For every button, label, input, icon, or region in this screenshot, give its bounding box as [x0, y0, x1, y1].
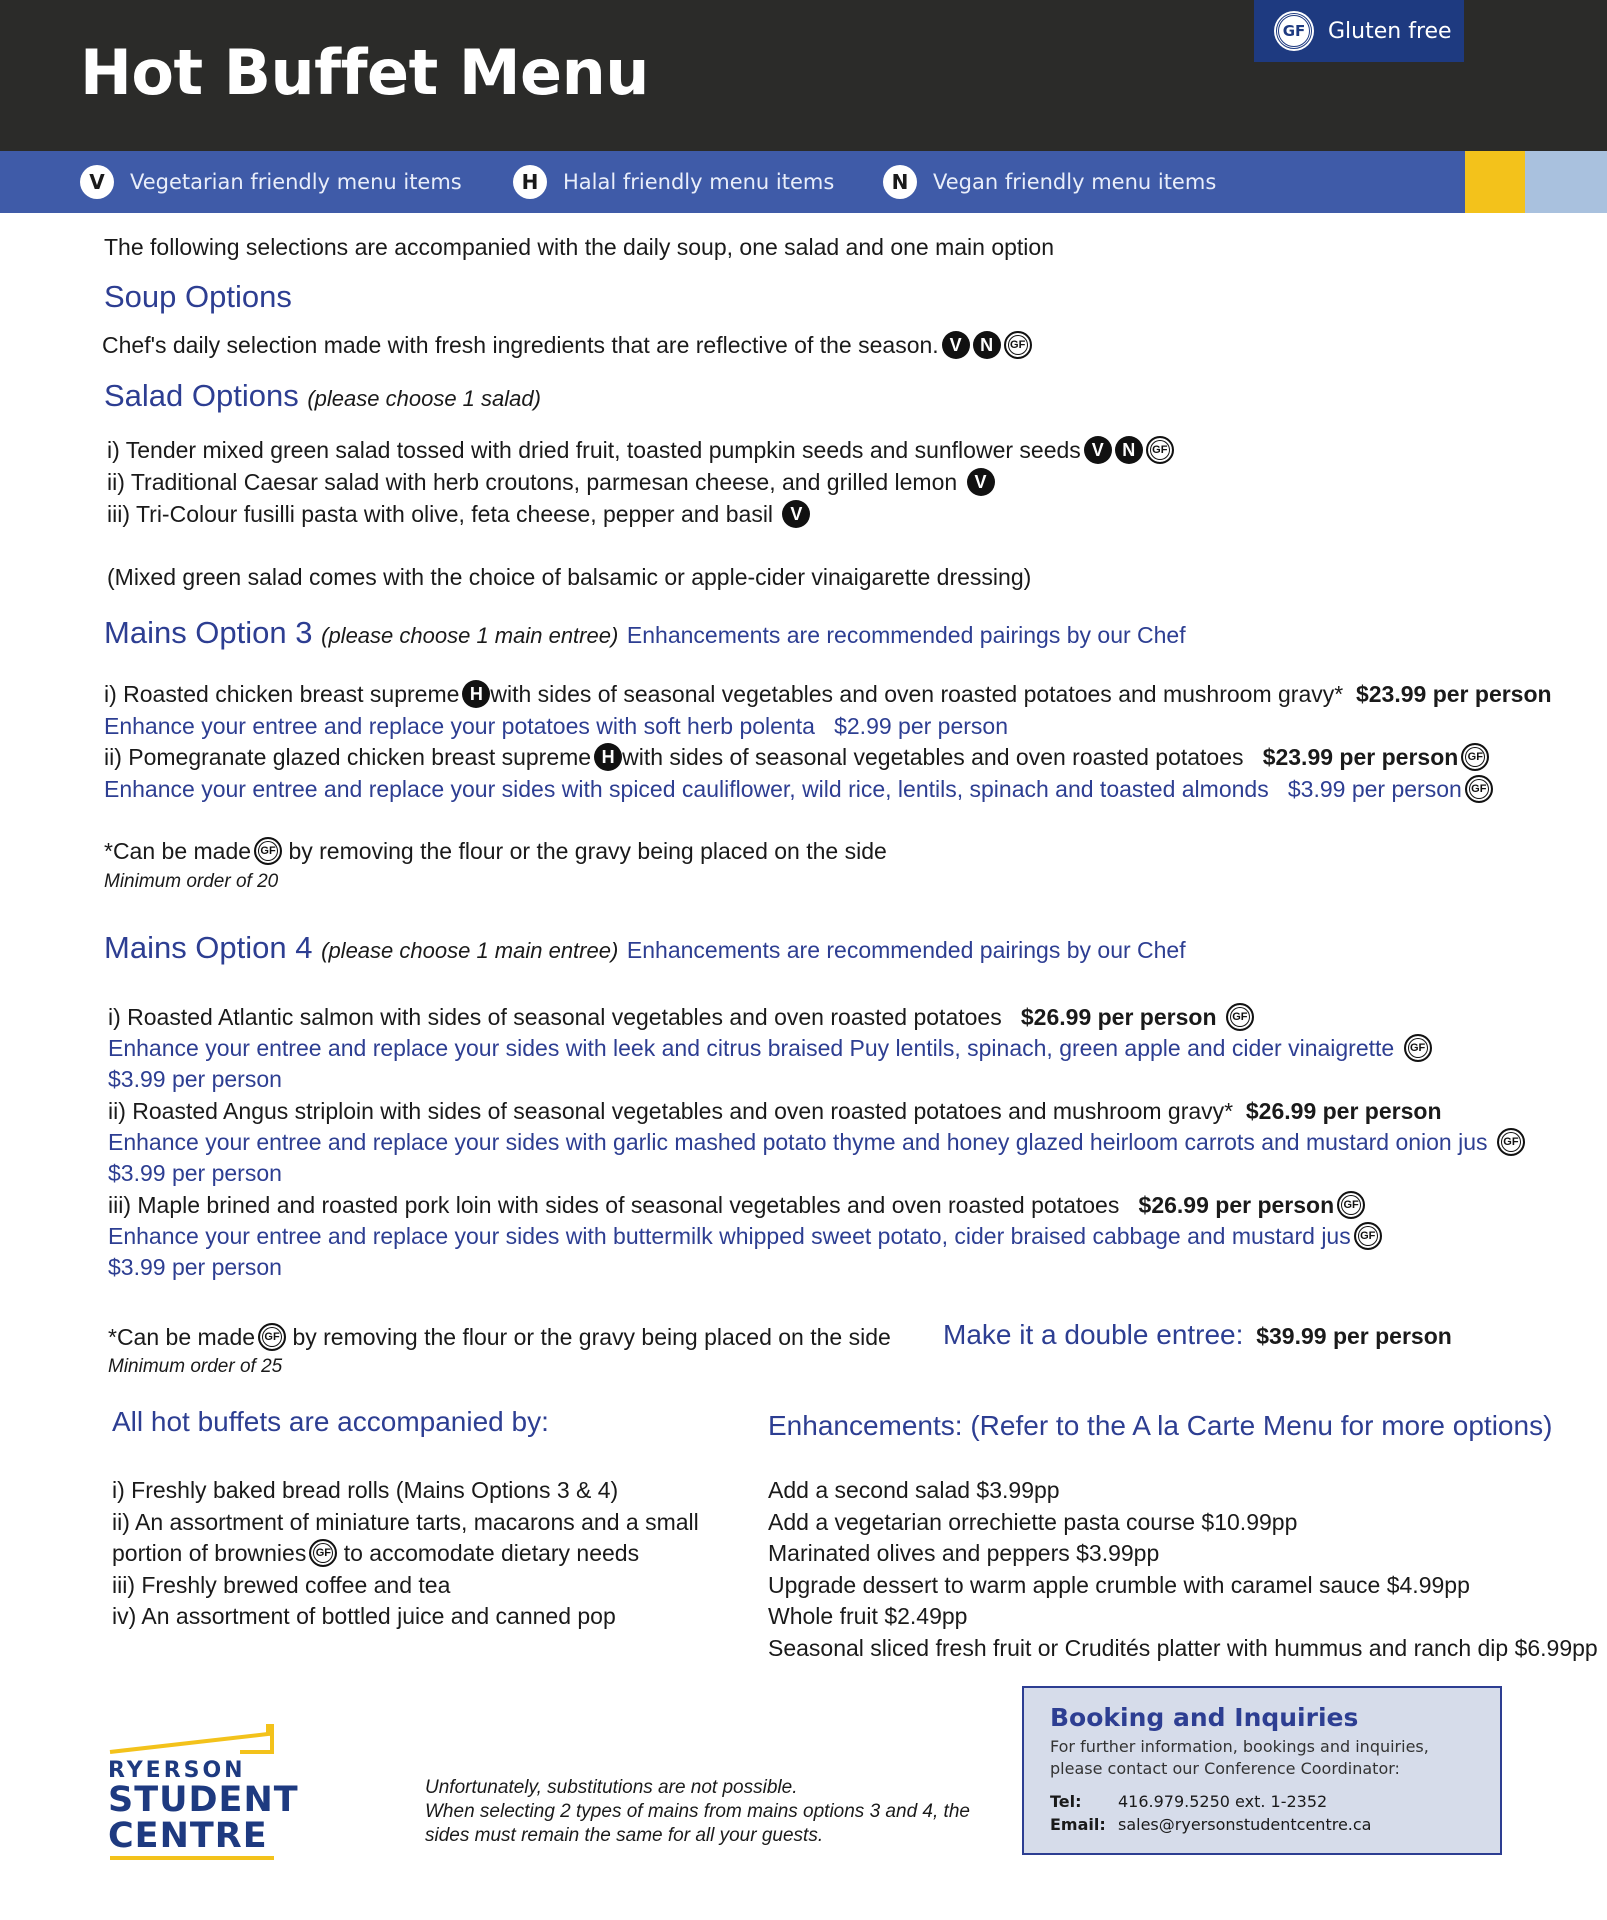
legend-gluten-free-label: Gluten free	[1328, 18, 1452, 44]
mains3-minimum-order: Minimum order of 20	[104, 871, 279, 892]
booking-box	[1022, 1686, 1502, 1855]
salad-heading: Salad Options (please choose 1 salad)	[104, 378, 541, 413]
mains4-minimum-order: Minimum order of 25	[108, 1356, 283, 1377]
legend-vegan-label: Vegan friendly menu items	[933, 170, 1217, 194]
salad-item-3: iii) Tri-Colour fusilli pasta with olive, feta cheese, pepper and basil V	[107, 499, 810, 530]
double-entree: Make it a double entree: $39.99 per person	[943, 1319, 1452, 1350]
booking-phone: Tel: 416.979.5250 ext. 1-2352	[1050, 1792, 1328, 1811]
vegetarian-icon: V	[942, 331, 970, 359]
mains3-item-1: i) Roasted chicken breast supreme H with sides of seasonal vegetables and oven roasted potatoes and mushroom gravy* $23.99 per person	[104, 681, 1552, 707]
vegetarian-icon: V	[1084, 436, 1112, 464]
dietary-legend	[0, 151, 1607, 213]
legend-halal-label: Halal friendly menu items	[563, 170, 835, 194]
vegetarian-icon: V	[967, 468, 995, 496]
gluten-free-icon: GF	[1497, 1128, 1525, 1156]
gluten-free-icon: GF	[1337, 1191, 1365, 1219]
mains3-enhancement-1: Enhance your entree and replace your potatoes with soft herb polenta $2.99 per person	[104, 713, 1008, 739]
mains4-enhancement-2: Enhance your entree and replace your sides with garlic mashed potato thyme and honey glazed heirloom carrots and mustard onion jus GF	[108, 1127, 1525, 1158]
vegan-icon: N	[883, 165, 917, 199]
vegan-icon: N	[973, 331, 1001, 359]
accent-stripe-yellow	[1465, 151, 1525, 213]
phone-link[interactable]: 416.979.5250 ext. 1-2352	[1118, 1792, 1328, 1811]
gluten-free-icon: GF	[309, 1539, 337, 1567]
ryerson-student-centre-logo	[108, 1722, 299, 1862]
legend-vegetarian	[80, 151, 462, 213]
soup-description: Chef's daily selection made with fresh ingredients that are reflective of the season. V N GF	[102, 330, 1032, 361]
mains4-item-1: i) Roasted Atlantic salmon with sides of seasonal vegetables and oven roasted potatoes $26.99 per person GF	[108, 1002, 1254, 1033]
legend-gluten-free	[1254, 0, 1464, 62]
halal-icon: H	[594, 743, 622, 771]
gluten-free-icon: GF	[1465, 775, 1493, 803]
booking-email: Email: sales@ryersonstudentcentre.ca	[1050, 1815, 1372, 1834]
logo-line-2: STUDENT	[108, 1780, 299, 1820]
legend-vegan	[883, 151, 1216, 213]
mains3-enhancement-2: Enhance your entree and replace your sides with spiced cauliflower, wild rice, lentils, spinach and toasted almonds $3.99 per person GF	[104, 774, 1493, 805]
legend-vegetarian-label: Vegetarian friendly menu items	[130, 170, 462, 194]
gluten-free-icon: GF	[258, 1323, 286, 1351]
disclaimer-line-3: sides must remain the same for all your guests.	[425, 1825, 824, 1846]
gluten-free-icon: GF	[1276, 13, 1312, 49]
mains4-enhancement-2-price: $3.99 per person	[108, 1160, 282, 1186]
mains-option-4-heading: Mains Option 4 (please choose 1 main entree) Enhancements are recommended pairings by our Chef	[104, 930, 1186, 965]
mains3-gluten-free-note: *Can be made GF by removing the flour or the gravy being placed on the side	[104, 838, 887, 864]
mains4-enhancement-3: Enhance your entree and replace your sides with buttermilk whipped sweet potato, cider braised cabbage and mustard jus GF	[108, 1221, 1382, 1252]
gluten-free-icon: GF	[1461, 743, 1489, 771]
mains4-enhancement-1: Enhance your entree and replace your sides with leek and citrus braised Puy lentils, spinach, green apple and cider vinaigrette GF	[108, 1033, 1432, 1064]
gluten-free-icon: GF	[1004, 331, 1032, 359]
logo-line-1: RYERSON	[108, 1758, 246, 1783]
intro-text: The following selections are accompanied with the daily soup, one salad and one main option	[104, 234, 1054, 260]
booking-title: Booking and Inquiries	[1050, 1703, 1359, 1732]
salad-item-1: i) Tender mixed green salad tossed with dried fruit, toasted pumpkin seeds and sunflower seeds V N GF	[107, 435, 1174, 466]
enhancement-item: Add a vegetarian orrechiette pasta course $10.99pp	[768, 1509, 1298, 1535]
disclaimer-line-2: When selecting 2 types of mains from mains options 3 and 4, the	[425, 1801, 970, 1822]
soup-heading: Soup Options	[104, 279, 292, 314]
accompanied-item-4: iv) An assortment of bottled juice and canned pop	[112, 1603, 616, 1629]
disclaimer-line-1: Unfortunately, substitutions are not possible.	[425, 1777, 798, 1798]
accompanied-item-2: ii) An assortment of miniature tarts, macarons and a small	[112, 1509, 699, 1535]
enhancement-item: Whole fruit $2.49pp	[768, 1603, 968, 1629]
gluten-free-icon: GF	[1226, 1003, 1254, 1031]
gluten-free-icon: GF	[1404, 1034, 1432, 1062]
accompanied-item-3: iii) Freshly brewed coffee and tea	[112, 1572, 451, 1598]
mains-option-3-heading: Mains Option 3 (please choose 1 main entree) Enhancements are recommended pairings by our Chef	[104, 615, 1186, 650]
gluten-free-icon: GF	[1146, 436, 1174, 464]
gluten-free-icon: GF	[254, 837, 282, 865]
mains4-enhancement-3-price: $3.99 per person	[108, 1254, 282, 1280]
enhancements-heading: Enhancements: (Refer to the A la Carte Menu for more options)	[768, 1410, 1553, 1441]
halal-icon: H	[513, 165, 547, 199]
legend-halal	[513, 151, 834, 213]
mains4-item-3: iii) Maple brined and roasted pork loin with sides of seasonal vegetables and oven roasted potatoes $26.99 per person GF	[108, 1190, 1365, 1221]
accompanied-heading: All hot buffets are accompanied by:	[112, 1406, 549, 1437]
logo-line-3: CENTRE	[108, 1816, 268, 1856]
booking-description: For further information, bookings and inquiries, please contact our Conference Coordinator:	[1050, 1737, 1429, 1778]
accompanied-item-2-cont: portion of brownies GF to accomodate dietary needs	[112, 1540, 640, 1566]
mains4-enhancement-1-price: $3.99 per person	[108, 1066, 282, 1092]
enhancement-item: Seasonal sliced fresh fruit or Crudités platter with hummus and ranch dip $6.99pp	[768, 1635, 1598, 1661]
salad-dressing-note: (Mixed green salad comes with the choice of balsamic or apple-cider vinaigarette dressing)	[107, 564, 1032, 590]
halal-icon: H	[462, 680, 490, 708]
page-title: Hot Buffet Menu	[80, 36, 649, 109]
accent-stripe-light-blue	[1525, 151, 1607, 213]
accompanied-item-1: i) Freshly baked bread rolls (Mains Options 3 & 4)	[112, 1477, 619, 1503]
mains4-gluten-free-note: *Can be made GF by removing the flour or the gravy being placed on the side	[108, 1324, 891, 1350]
enhancement-item: Add a second salad $3.99pp	[768, 1477, 1060, 1503]
gluten-free-icon: GF	[1354, 1222, 1382, 1250]
salad-item-2: ii) Traditional Caesar salad with herb croutons, parmesan cheese, and grilled lemon V	[107, 467, 995, 498]
enhancement-item: Marinated olives and peppers $3.99pp	[768, 1540, 1160, 1566]
vegan-icon: N	[1115, 436, 1143, 464]
email-link[interactable]: sales@ryersonstudentcentre.ca	[1118, 1815, 1372, 1834]
mains3-item-2: ii) Pomegranate glazed chicken breast supreme H with sides of seasonal vegetables and oven roasted potatoes $23.99 per person GF	[104, 742, 1489, 773]
mains4-item-2: ii) Roasted Angus striploin with sides of seasonal vegetables and oven roasted potatoes and mushroom gravy* $26.99 per person	[108, 1098, 1442, 1124]
enhancement-item: Upgrade dessert to warm apple crumble with caramel sauce $4.99pp	[768, 1572, 1470, 1598]
vegetarian-icon: V	[782, 500, 810, 528]
vegetarian-icon: V	[80, 165, 114, 199]
